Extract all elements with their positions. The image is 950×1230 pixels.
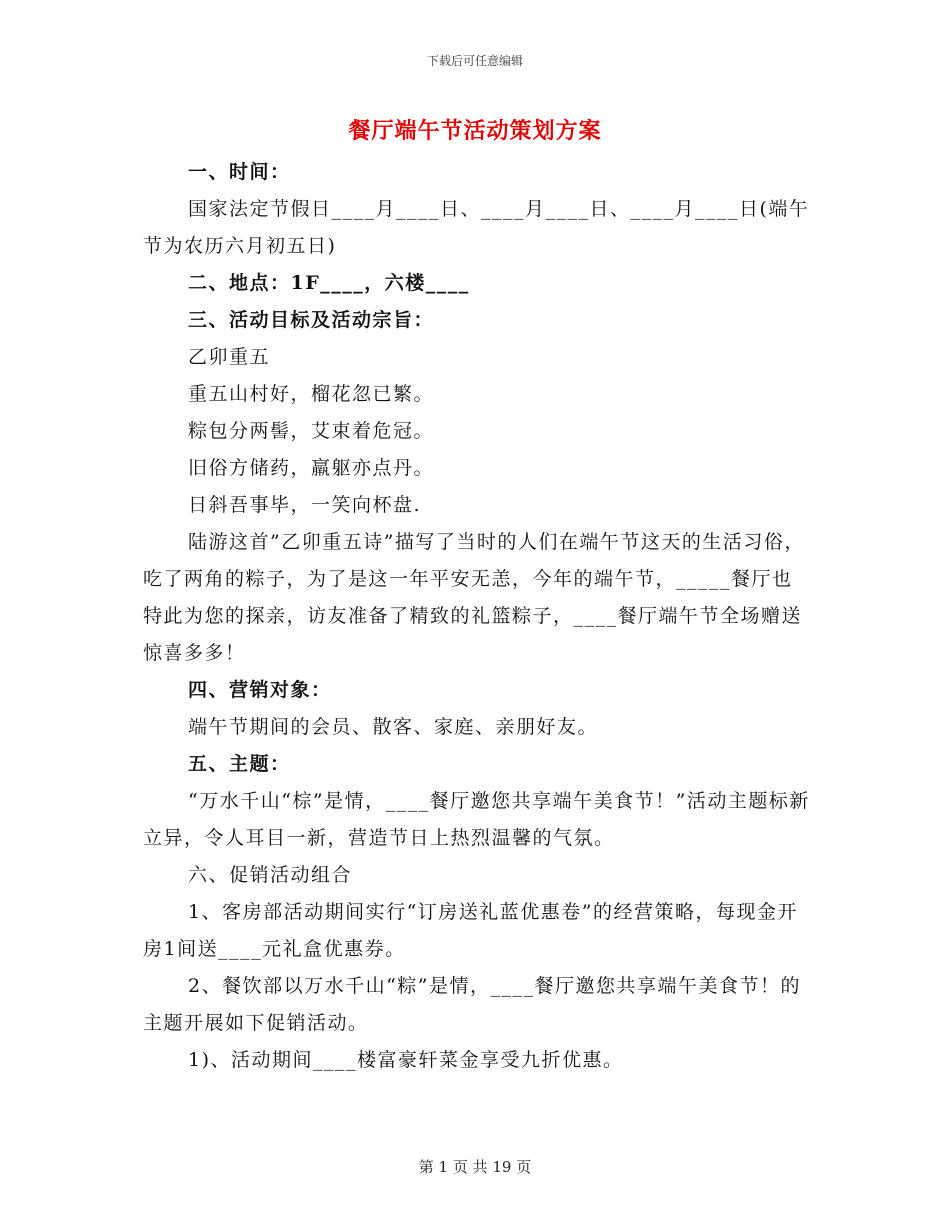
paragraph: 2、餐饮部以万水千山“粽”是情，____餐厅邀您共享端午美食节！的主题开展如下促销活动。: [143, 975, 802, 1034]
page-footer: 第 1 页 共 19 页: [418, 1158, 532, 1176]
paragraph: “万水千山“棕”是情，____餐厅邀您共享端午美食节！”活动主题标新立异，令人耳目一新，营造节日上热烈温馨的气氛。: [143, 790, 810, 849]
paragraph: 陆游这首”乙卯重五诗”描写了当时的人们在端午节这天的生活习俗，吃了两角的粽子，为了是这一年平安无恙，今年的端午节，_____餐厅也特此为您的探亲，访友准备了精致的礼篮粽子，____餐厅端午节全场赠送惊喜多多！: [143, 531, 805, 664]
section-heading: 二、地点：1F____，六楼____: [188, 272, 470, 294]
paragraph: 1、客房部活动期间实行“订房送礼蓝优惠卷”的经营策略，每现金开房1间送____元礼盒优惠券。: [143, 901, 799, 960]
section-heading: 一、时间：: [188, 161, 291, 183]
paragraph: 粽包分两髻，艾束着危冠。: [188, 420, 435, 442]
document-body: [143, 154, 811, 1079]
page-header: 下载后可任意编辑: [426, 54, 523, 68]
paragraph: 国家法定节假日____月____日、____月____日、____月____日(端午节为农历六月初五日): [143, 198, 810, 257]
paragraph: 1)、活动期间____楼富豪轩菜金享受九折优惠。: [188, 1049, 624, 1071]
paragraph: 旧俗方储药，羸躯亦点丹。: [188, 457, 435, 479]
paragraph: 日斜吾事毕，一笑向杯盘.: [188, 494, 422, 516]
paragraph: 端午节期间的会员、散客、家庭、亲朋好友。: [188, 716, 599, 738]
section-heading: 三、活动目标及活动宗旨：: [188, 309, 435, 331]
paragraph: 重五山村好，榴花忽已繁。: [188, 383, 435, 405]
paragraph: 六、促销活动组合: [188, 864, 353, 886]
section-heading: 四、营销对象：: [188, 679, 332, 701]
document-title: 餐厅端午节活动策划方案: [348, 118, 602, 144]
paragraph: 乙卯重五: [188, 346, 271, 368]
section-heading: 五、主题：: [188, 753, 291, 775]
